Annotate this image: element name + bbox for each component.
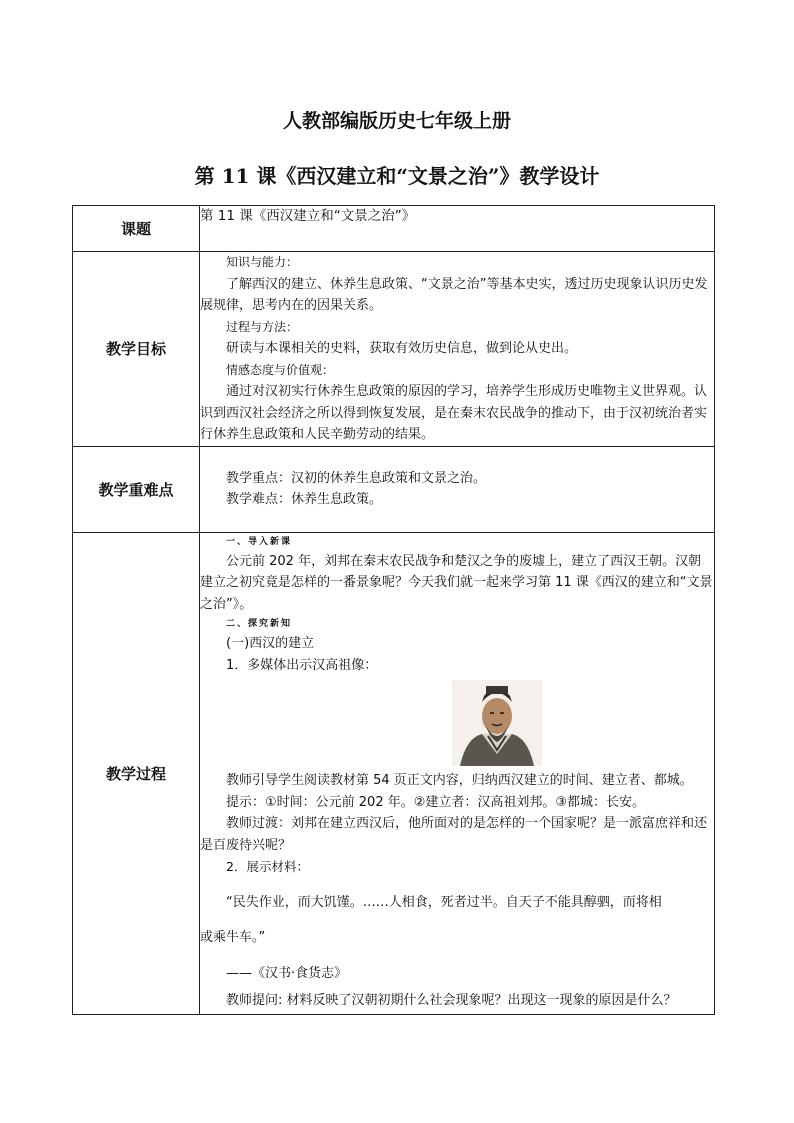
row-key-points xyxy=(73,446,715,532)
teacher-question: 教师提问: 材料反映了汉朝初期什么社会现象呢？出现这一现象的原因是什么？ xyxy=(226,993,677,1008)
label-key-points: 教学重难点 xyxy=(73,446,200,532)
row-topic xyxy=(73,206,715,252)
subsection-heading: (一)西汉的建立 xyxy=(226,636,315,651)
hint-paragraph: 提示：①时间：公元前 202 年。②建立者：汉高祖刘邦。③都城：长安。 xyxy=(226,794,646,810)
goals-text-method: 研读与本课相关的史料，获取有效历史信息，做到论从史出。 xyxy=(226,341,578,356)
process-content xyxy=(200,532,715,1014)
label-goals: 教学目标 xyxy=(73,252,200,447)
goals-heading-knowledge: 知识与能力： xyxy=(226,255,299,269)
goals-heading-emotion: 情感态度与价值观： xyxy=(226,362,335,377)
goals-content xyxy=(200,252,715,447)
section-explore-heading: 二、探究新知 xyxy=(226,619,293,629)
guidance-paragraph: 教师引导学生阅读教材第 54 页正文内容，归纳西汉建立的时间、建立者、都城。 xyxy=(226,773,693,788)
intro-paragraph: 公元前 202 年，刘邦在秦末农民战争和楚汉之争的废墟上，建立了西汉王朝。汉朝建立之初究竟是怎样的一番景象呢？今天我们就一起来学习第 11 课《西汉的建立和“文景之治”》。 xyxy=(200,553,713,612)
lesson-title: 第 11 课《西汉建立和“文景之治”》教学设计 xyxy=(194,164,600,188)
section-intro-heading: 一、导入新课 xyxy=(226,536,293,547)
row-process xyxy=(73,532,715,1014)
quote-tail: 或乘牛车。” xyxy=(200,930,266,945)
portrait-container xyxy=(200,680,714,768)
item-1: 1．多媒体出示汉高祖像： xyxy=(226,657,378,673)
goals-text-knowledge: 了解西汉的建立、休养生息政策、“文景之治”等基本史实，透过历史现象认识历史发展规律，思考内在的因果关系。 xyxy=(200,276,708,313)
quote-source: ——《汉书·食货志》 xyxy=(226,965,348,981)
transition-paragraph: 教师过渡：刘邦在建立西汉后，他所面对的是怎样的一个国家呢？是一派富庶祥和还是百废待兴呢？ xyxy=(200,816,708,853)
label-topic: 课题 xyxy=(73,206,200,252)
lesson-plan-table xyxy=(72,205,715,1015)
label-process: 教学过程 xyxy=(73,532,200,1014)
item-2: 2．展示材料： xyxy=(226,859,309,874)
row-goals xyxy=(73,252,715,447)
difficult-point: 教学难点：休养生息政策。 xyxy=(226,492,383,507)
key-points-content xyxy=(200,446,715,532)
topic-value: 第 11 课《西汉建立和“文景之治”》 xyxy=(200,206,715,252)
goals-text-emotion: 通过对汉初实行休养生息政策的原因的学习，培养学生形成历史唯物主义世界观。认识到西汉社会经济之所以得到恢复发展，是在秦末农民战争的推动下，由于汉初统治者实行休养生息政策和人民辛勤劳动的结果。 xyxy=(200,384,708,442)
emperor-portrait-image xyxy=(452,680,542,766)
document-title: 人教部编版历史七年级上册 xyxy=(282,110,511,132)
goals-heading-method: 过程与方法： xyxy=(226,319,299,334)
key-point: 教学重点：汉初的休养生息政策和文景之治。 xyxy=(226,470,487,486)
quote-text: “民失作业，而大饥馑。……人相食，死者过半。自天子不能具醇驷，而将相 xyxy=(226,894,662,910)
